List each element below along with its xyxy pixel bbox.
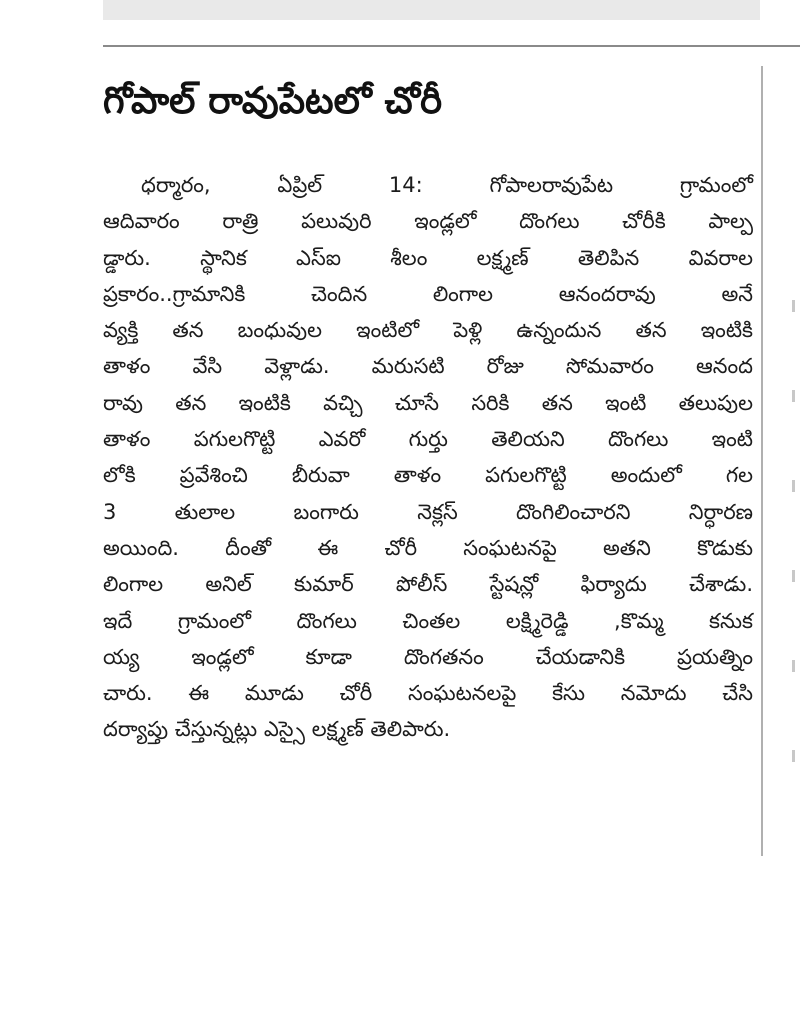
article-line-5: వ్యక్తి తన బంధువుల ఇంటిలో పెళ్లి ఉన్నందున తన ఇంటికి [103,318,753,343]
article-line-7: రావు తన ఇంటికి వచ్చి చూసే సరికి తన ఇంటి తలుపుల [103,390,753,415]
article-line-11: అయింది. దీంతో ఈ చోరీ సంఘటనపై అతని కొడుకు [103,535,753,560]
article-line-16: దర్యాప్తు చేస్తున్నట్లు ఎస్సై లక్ష్మణ్ తెలిపారు. [103,717,451,742]
article-line-12: లింగాల అనిల్ కుమార్ పోలీస్ స్టేషన్లో ఫిర్యాదు చేశాడు. [103,572,753,597]
adjacent-column-edge [792,300,796,780]
article-line-4: ప్రకారం..గ్రామానికి చెందిన లింగాల ఆనందరావు అనే [103,281,753,306]
article-body [103,167,753,748]
article-headline: గోపాల్ రావుపేటలో చోరీ [103,79,443,122]
top-gray-band [103,0,760,20]
article-line-6: తాళం వేసి వెళ్లాడు. మరుసటి రోజు సోమవారం ఆనంద [103,354,753,379]
article-line-14: య్య ఇండ్లలో కూడా దొంగతనం చేయడానికి ప్రయత్నిం [103,644,753,669]
article-line-8: తాళం పగులగొట్టి ఎవరో గుర్తు తెలియని దొంగలు ఇంటి [103,427,753,452]
article-line-9: లోకి ప్రవేశించి బీరువా తాళం పగులగొట్టి అందులో గల [103,463,753,488]
article-line-3: డ్డారు. స్థానిక ఎస్ఐ శీలం లక్ష్మణ్ తెలిపిన వివరాల [103,245,753,270]
news-article [103,70,753,748]
header-divider [103,45,800,47]
article-line-13: ఇదే గ్రామంలో దొంగలు చింతల లక్ష్మిరెడ్డి ,కొమ్మ కనుక [103,608,753,633]
article-line-15: చారు. ఈ మూడు చోరీ సంఘటనలపై కేసు నమోదు చేసి [103,681,753,706]
article-line-10: 3 తులాల బంగారు నెక్లస్ దొంగిలించారని నిర్ధారణ [103,499,753,524]
column-divider [761,66,763,856]
article-line-1: ధర్మారం, ఏప్రిల్ 14: గోపాలరావుపేట గ్రామంలో [141,173,753,197]
article-line-2: ఆదివారం రాత్రి పలువురి ఇండ్లలో దొంగలు చోరీకి పాల్ప [103,209,753,234]
